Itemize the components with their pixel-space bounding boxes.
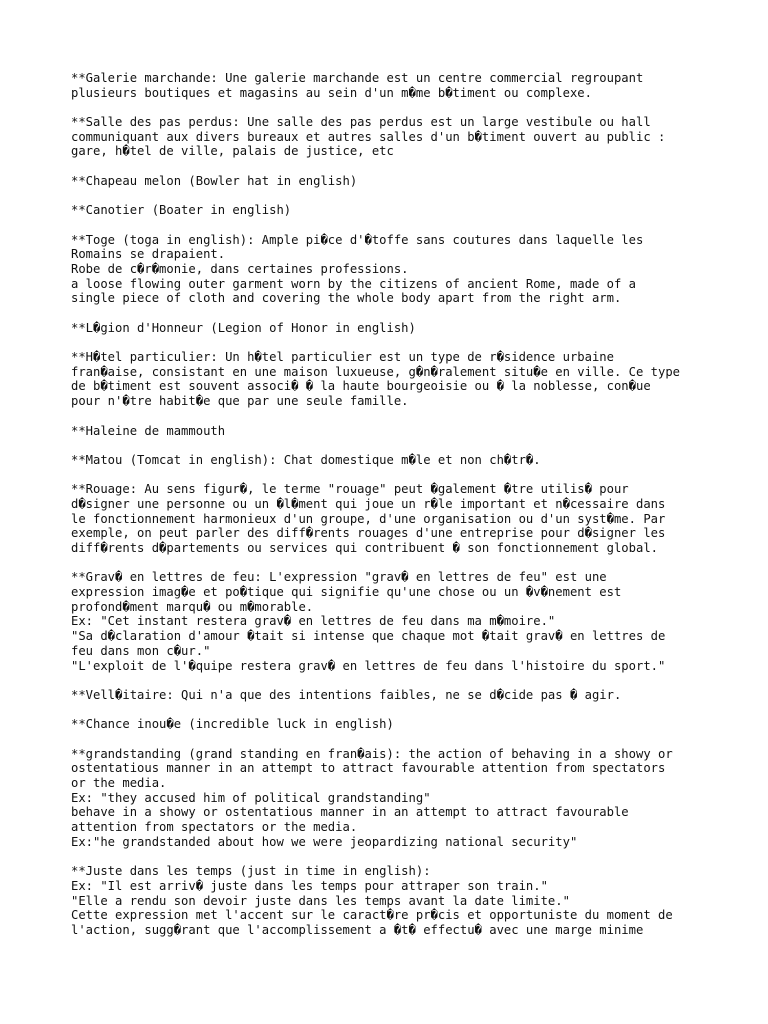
text-line: profond�ment marqu� ou m�morable.	[71, 599, 314, 614]
text-line: **Chance inou�e (incredible luck in english)	[71, 717, 394, 732]
text-line: **L�gion d'Honneur (Legion of Honor in english)	[71, 320, 416, 335]
text-line: l'action, sugg�rant que l'accomplissement a �t� effectu� avec une marge minime	[71, 922, 644, 937]
text-line: **Juste dans les temps (just in time in english):	[71, 864, 431, 879]
text-line: **Salle des pas perdus: Une salle des pas perdus est un large vestibule ou hall	[71, 115, 651, 130]
paragraph	[71, 864, 711, 937]
text-line: **Haleine de mammouth	[71, 423, 226, 438]
text-line: plusieurs boutiques et magasins au sein d'un m�me b�timent ou complexe.	[71, 85, 592, 100]
text-line: **grandstanding (grand standing en fran�ais): the action of behaving in a showy or	[71, 746, 673, 761]
text-line: **Chapeau melon (Bowler hat in english)	[71, 173, 358, 188]
text-line: **H�tel particulier: Un h�tel particulier est un type de r�sidence urbaine	[71, 350, 614, 365]
text-line: a loose flowing outer garment worn by the citizens of ancient Rome, made of a	[71, 276, 636, 291]
text-line: le fonctionnement harmonieux d'un groupe, d'une organisation ou d'un syst�me. Par	[71, 511, 666, 526]
paragraph	[71, 71, 711, 100]
text-line: or the media.	[71, 776, 167, 790]
paragraph	[71, 321, 711, 336]
text-line: exemple, on peut parler des diff�rents rouages d'une entreprise pour d�signer les	[71, 526, 666, 541]
text-line: Robe de c�r�monie, dans certaines professions.	[71, 261, 409, 276]
text-line: de b�timent est souvent associ� � la haute bourgeoisie ou � la noblesse, con�ue	[71, 379, 651, 394]
text-line: Ex: "they accused him of political grandstanding"	[71, 790, 431, 805]
text-line: feu dans mon c�ur."	[71, 643, 211, 658]
text-line: "Sa d�claration d'amour �tait si intense que chaque mot �tait grav� en lettres de	[71, 629, 666, 644]
text-line: "Elle a rendu son devoir juste dans les temps avant la date limite."	[71, 893, 570, 908]
text-line: Ex: "Il est arriv� juste dans les temps pour attraper son train."	[71, 878, 548, 893]
paragraph	[71, 424, 711, 439]
text-line: **Vell�itaire: Qui n'a que des intentions faibles, ne se d�cide pas � agir.	[71, 687, 622, 702]
text-line: diff�rents d�partements ou services qui contribuent � son fonctionnement global.	[71, 541, 658, 555]
text-line: gare, h�tel de ville, palais de justice, etc	[71, 144, 394, 159]
text-line: pour n'�tre habit�e que par une seule famille.	[71, 394, 409, 409]
text-line: d�signer une personne ou un �l�ment qui joue un r�le important et n�cessaire dans	[71, 496, 666, 511]
paragraph	[71, 350, 711, 409]
text-line: Romains se drapaient.	[71, 247, 226, 262]
text-line: single piece of cloth and covering the whole body apart from the right arm.	[71, 291, 622, 306]
text-line: "L'exploit de l'�quipe restera grav� en lettres de feu dans l'histoire du sport."	[71, 658, 666, 673]
paragraph	[71, 688, 711, 703]
paragraph	[71, 482, 711, 555]
text-line: communiquant aux divers bureaux et autres salles d'un b�timent ouvert au public :	[71, 129, 666, 144]
text-line: **Grav� en lettres de feu: L'expression "grav� en lettres de feu" est une	[71, 570, 607, 585]
text-line: **Toge (toga in english): Ample pi�ce d'�toffe sans coutures dans laquelle les	[71, 232, 644, 247]
text-line: fran�aise, consistant en une maison luxueuse, g�n�ralement situ�e en ville. Ce type	[71, 364, 681, 379]
text-line: Ex:"he grandstanded about how we were jeopardizing national security"	[71, 834, 578, 849]
text-line: ostentatious manner in an attempt to attract favourable attention from spectators	[71, 761, 666, 776]
text-line: **Galerie marchande: Une galerie marchande est un centre commercial regroupant	[71, 71, 644, 85]
document-page	[71, 71, 711, 952]
text-line: expression imag�e et po�tique qui signifie qu'une chose ou un �v�nement est	[71, 585, 622, 600]
paragraph	[71, 717, 711, 732]
text-line: Cette expression met l'accent sur le caract�re pr�cis et opportuniste du moment de	[71, 908, 673, 923]
paragraph	[71, 174, 711, 189]
text-line: **Canotier (Boater in english)	[71, 203, 292, 218]
text-line: attention from spectators or the media.	[71, 820, 358, 835]
text-line: behave in a showy or ostentatious manner in an attempt to attract favourable	[71, 805, 629, 820]
paragraph	[71, 453, 711, 468]
paragraph	[71, 747, 711, 850]
text-line: **Rouage: Au sens figur�, le terme "rouage" peut �galement �tre utilis� pour	[71, 482, 629, 497]
text-line: Ex: "Cet instant restera grav� en lettres de feu dans ma m�moire."	[71, 614, 556, 629]
paragraph	[71, 203, 711, 218]
text-line: **Matou (Tomcat in english): Chat domestique m�le et non ch�tr�.	[71, 452, 541, 467]
paragraph	[71, 233, 711, 306]
paragraph	[71, 570, 711, 673]
paragraph	[71, 115, 711, 159]
